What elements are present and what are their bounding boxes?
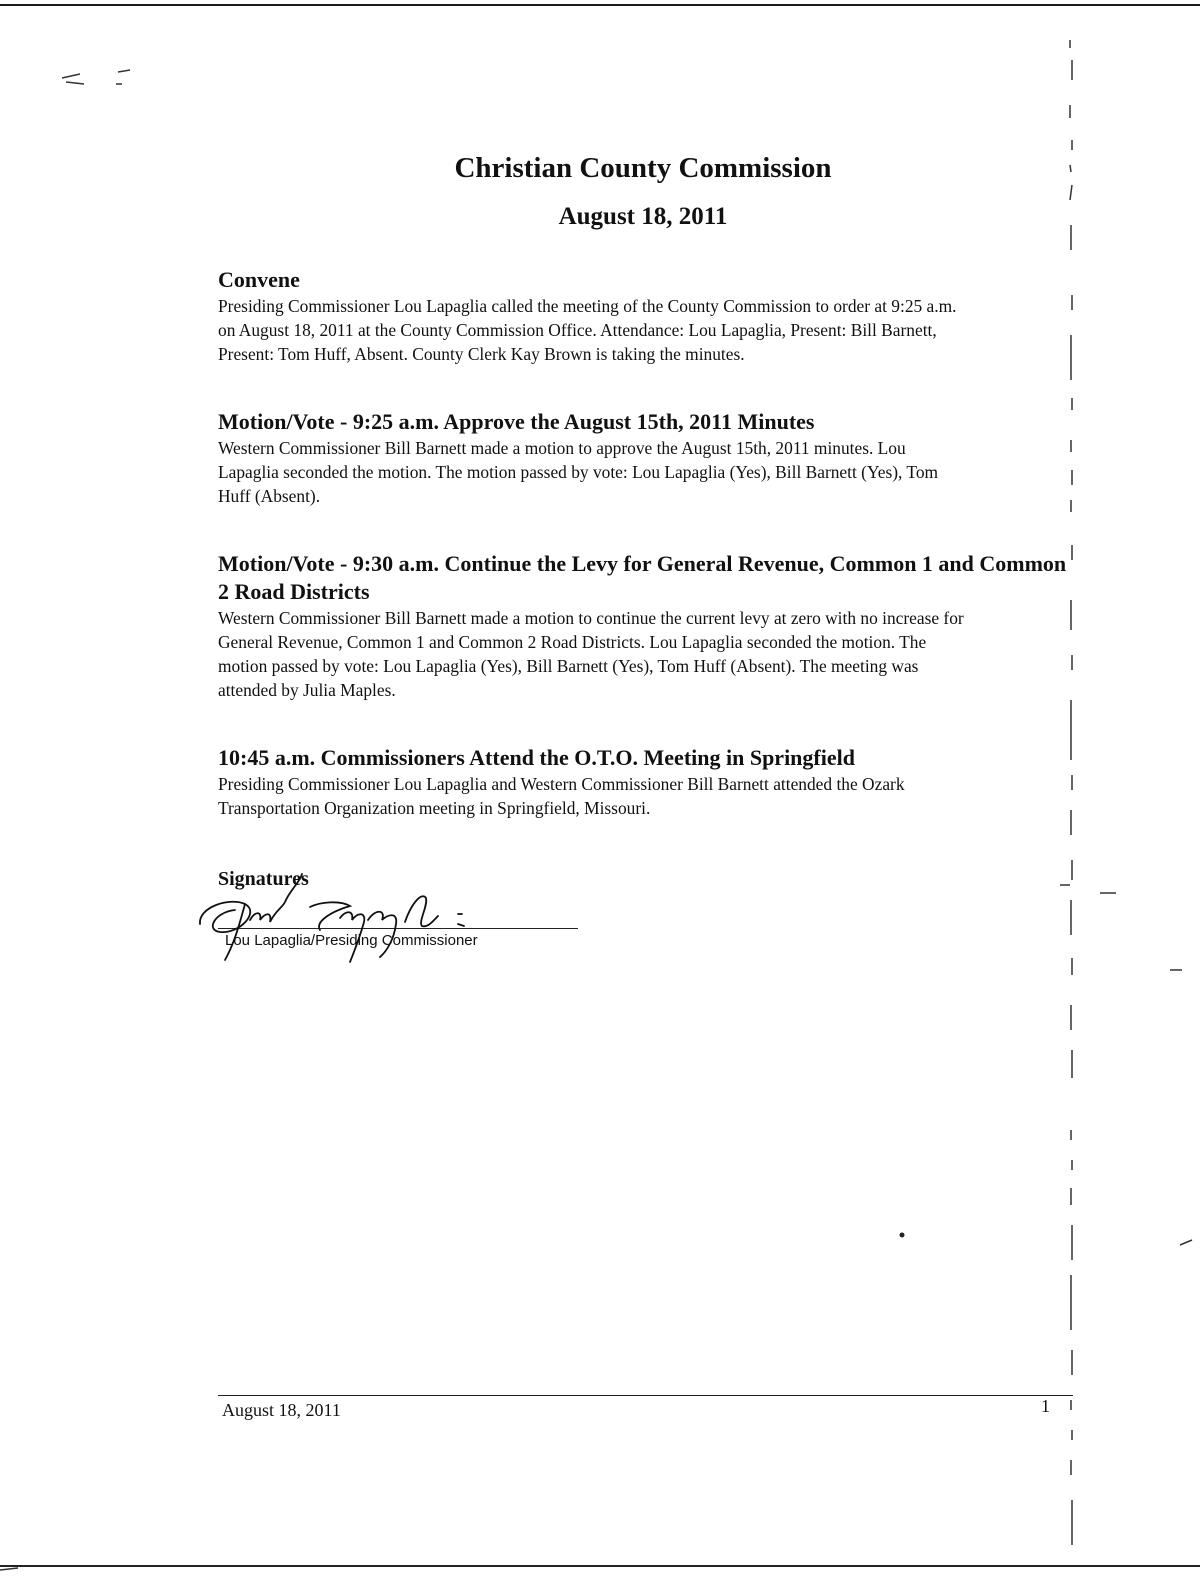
- section-convene: [218, 266, 1078, 366]
- handwritten-signature: [190, 862, 490, 972]
- section-motion-continue-levy: [218, 550, 1078, 702]
- section-body: Western Commissioner Bill Barnett made a motion to approve the August 15th, 2011 minutes. Lou Lapaglia seconded the motion. The motion passed by vote: Lou Lapaglia (Yes), Bill Barnett (Yes), Tom Huff (Absent).: [218, 438, 939, 506]
- section-heading: Motion/Vote - 9:25 a.m. Approve the August 15th, 2011 Minutes: [218, 409, 815, 434]
- section-heading: Convene: [218, 267, 300, 292]
- meeting-date-heading: August 18, 2011: [558, 203, 728, 230]
- section-body: Presiding Commissioner Lou Lapaglia called the meeting of the County Commission to order at 9:25 a.m. on August 18, 2011 at the County Commission Office. Attendance: Lou Lapaglia, Present: Bill Barnett, Present: Tom Huff, Absent. County Clerk Kay Brown is taking the minutes.: [218, 296, 957, 364]
- section-body: Western Commissioner Bill Barnett made a motion to continue the current levy at zero with no increase for General Revenue, Common 1 and Common 2 Road Districts. Lou Lapaglia seconded the motion. The motion passed by vote: Lou Lapaglia (Yes), Bill Barnett (Yes), Tom Huff (Absent). The meeting was attended by Julia Maples.: [218, 608, 964, 700]
- section-body: Presiding Commissioner Lou Lapaglia and Western Commissioner Bill Barnett attended the Ozark Transportation Organization meeting in Springfield, Missouri.: [218, 774, 905, 818]
- section-oto-meeting: [218, 744, 1078, 820]
- section-heading: 10:45 a.m. Commissioners Attend the O.T.O. Meeting in Springfield: [218, 745, 855, 770]
- scan-bottom-edge: [0, 1565, 1200, 1567]
- signature-caption: Lou Lapaglia/Presiding Commissioner: [225, 932, 478, 949]
- section-motion-approve-minutes: [218, 408, 1078, 508]
- scan-top-edge: [0, 4, 1200, 6]
- section-heading: Motion/Vote - 9:30 a.m. Continue the Levy for General Revenue, Common 1 and Common 2 Road Districts: [218, 551, 1067, 604]
- footer-rule: [218, 1395, 1073, 1396]
- document-title: Christian County Commission: [454, 152, 832, 184]
- footer-date: August 18, 2011: [222, 1400, 341, 1420]
- page-number: 1: [1041, 1396, 1050, 1416]
- signatures-heading: Signatures: [218, 868, 309, 890]
